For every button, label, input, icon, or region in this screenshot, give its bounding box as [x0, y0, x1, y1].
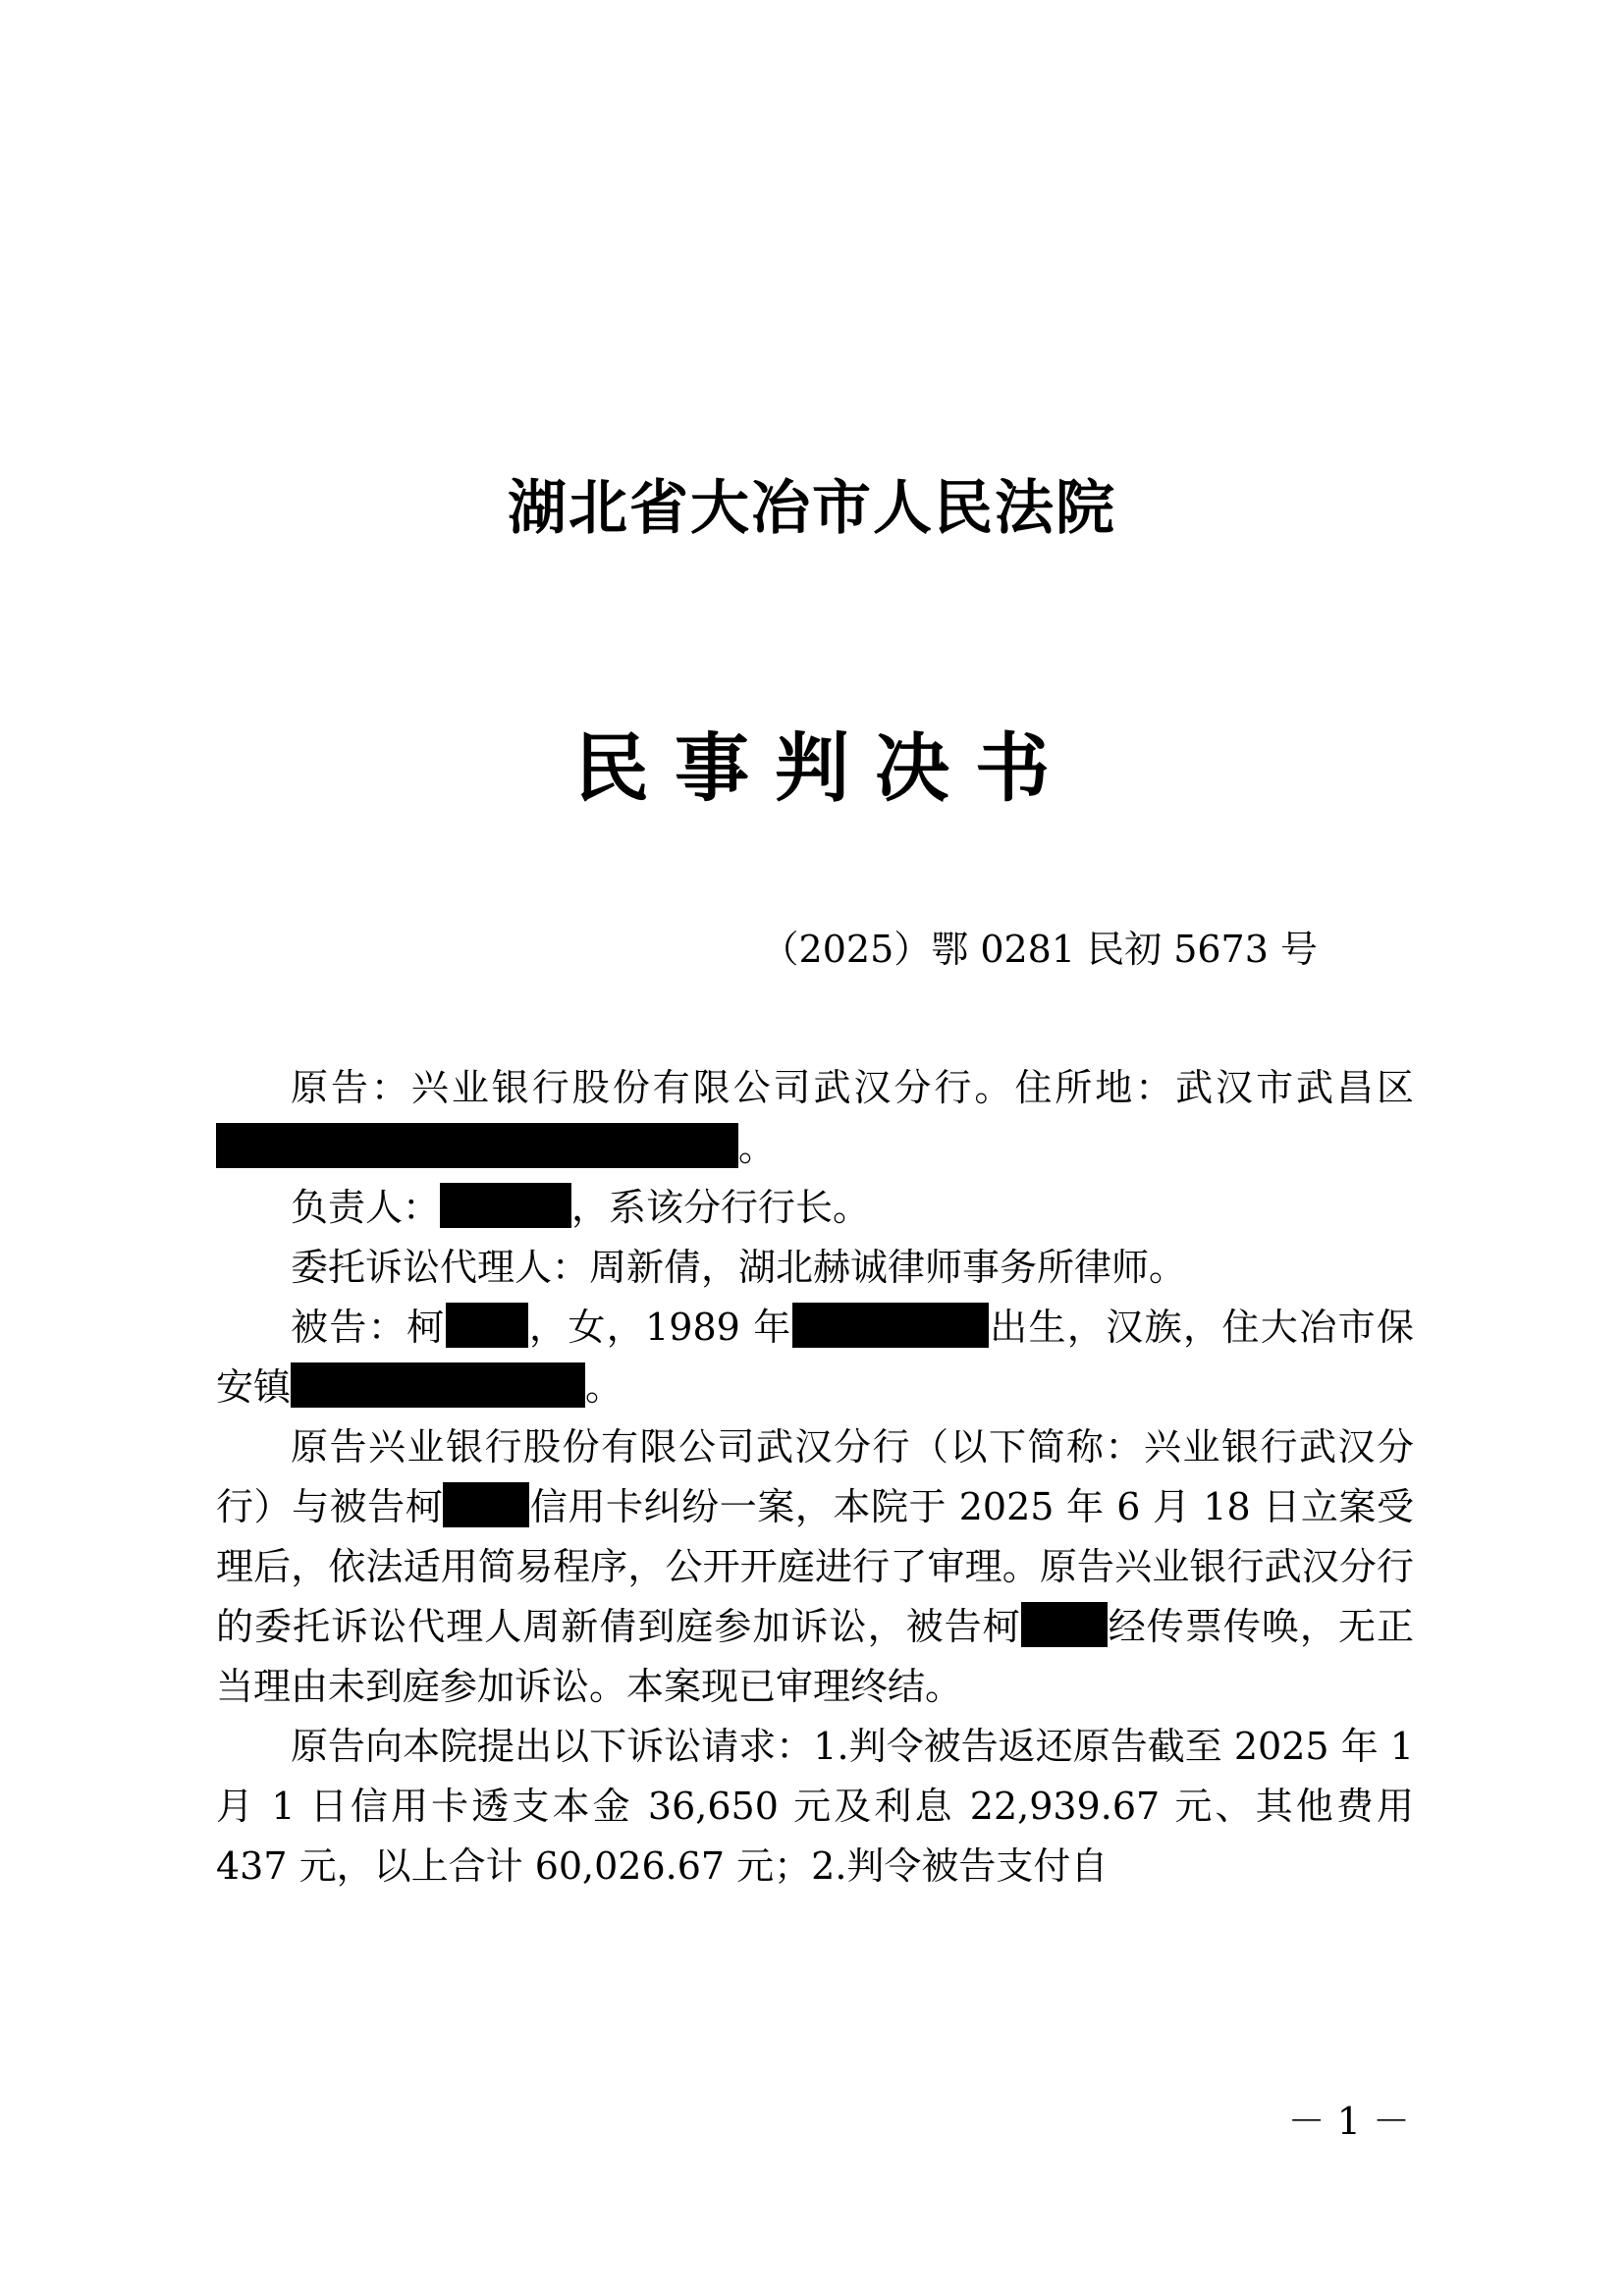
proceedings-text-a: 原告兴业银行股份有限公司武汉分行（以下简称：兴业银行武汉分行）与被告柯: [216, 1425, 1414, 1528]
proceedings-text-c: 经传票传唤，无正当理由未到庭参加诉讼。本案现已审理终结。: [216, 1605, 1414, 1708]
page-number: － 1 －: [1287, 2100, 1410, 2143]
redaction-block: [446, 1303, 528, 1348]
court-name: 湖北省大冶市人民法院: [508, 474, 1116, 543]
plaintiff-text: 原告：兴业银行股份有限公司武汉分行。住所地：武汉市武昌区: [291, 1066, 1414, 1109]
responsible-label: 负责人：: [291, 1186, 441, 1229]
responsible-role: ，系该分行行长。: [571, 1186, 871, 1229]
defendant-end: 。: [585, 1365, 623, 1409]
document-type-title: 民事判决书: [574, 724, 1075, 812]
proceedings-paragraph: [216, 1417, 1414, 1717]
claims-text: 原告向本院提出以下诉讼请求：1.判令被告返还原告截至 2025 年 1 月 1 日信用卡透支本金 36,650 元及利息 22,939.67 元、其他费用 437 元，以上合计 60,026.67 元；2.判令被告支付自: [216, 1725, 1414, 1888]
redaction-block: [792, 1303, 989, 1348]
agent-text: 委托诉讼代理人：周新倩，湖北赫诚律师事务所律师。: [291, 1246, 1187, 1289]
defendant-residence: 出生，汉族，住大冶市保安镇: [216, 1306, 1414, 1409]
defendant-info: ，女，1989 年: [527, 1306, 792, 1349]
defendant-label: 被告：柯: [291, 1306, 446, 1349]
proceedings-text-b: 信用卡纠纷一案，本院于 2025 年 6 月 18 日立案受理后，依法适用简易程序，公开开庭进行了审理。原告兴业银行武汉分行的委托诉讼代理人周新倩到庭参加诉讼，被告柯: [216, 1485, 1414, 1648]
plaintiff-paragraph: [216, 1058, 1414, 1178]
plaintiff-end: 。: [738, 1126, 777, 1169]
case-number: （2025）鄂 0281 民初 5673 号: [761, 928, 1318, 971]
redaction-block: [291, 1362, 585, 1408]
agent-paragraph: [216, 1238, 1414, 1298]
redaction-block: [216, 1123, 738, 1168]
redaction-block: [440, 1183, 571, 1228]
responsible-person-paragraph: [216, 1178, 1414, 1238]
judgment-body: [216, 1058, 1414, 1896]
redaction-block: [443, 1482, 529, 1527]
redaction-block: [1021, 1602, 1108, 1647]
claims-paragraph: [216, 1717, 1414, 1896]
defendant-paragraph: [216, 1298, 1414, 1417]
